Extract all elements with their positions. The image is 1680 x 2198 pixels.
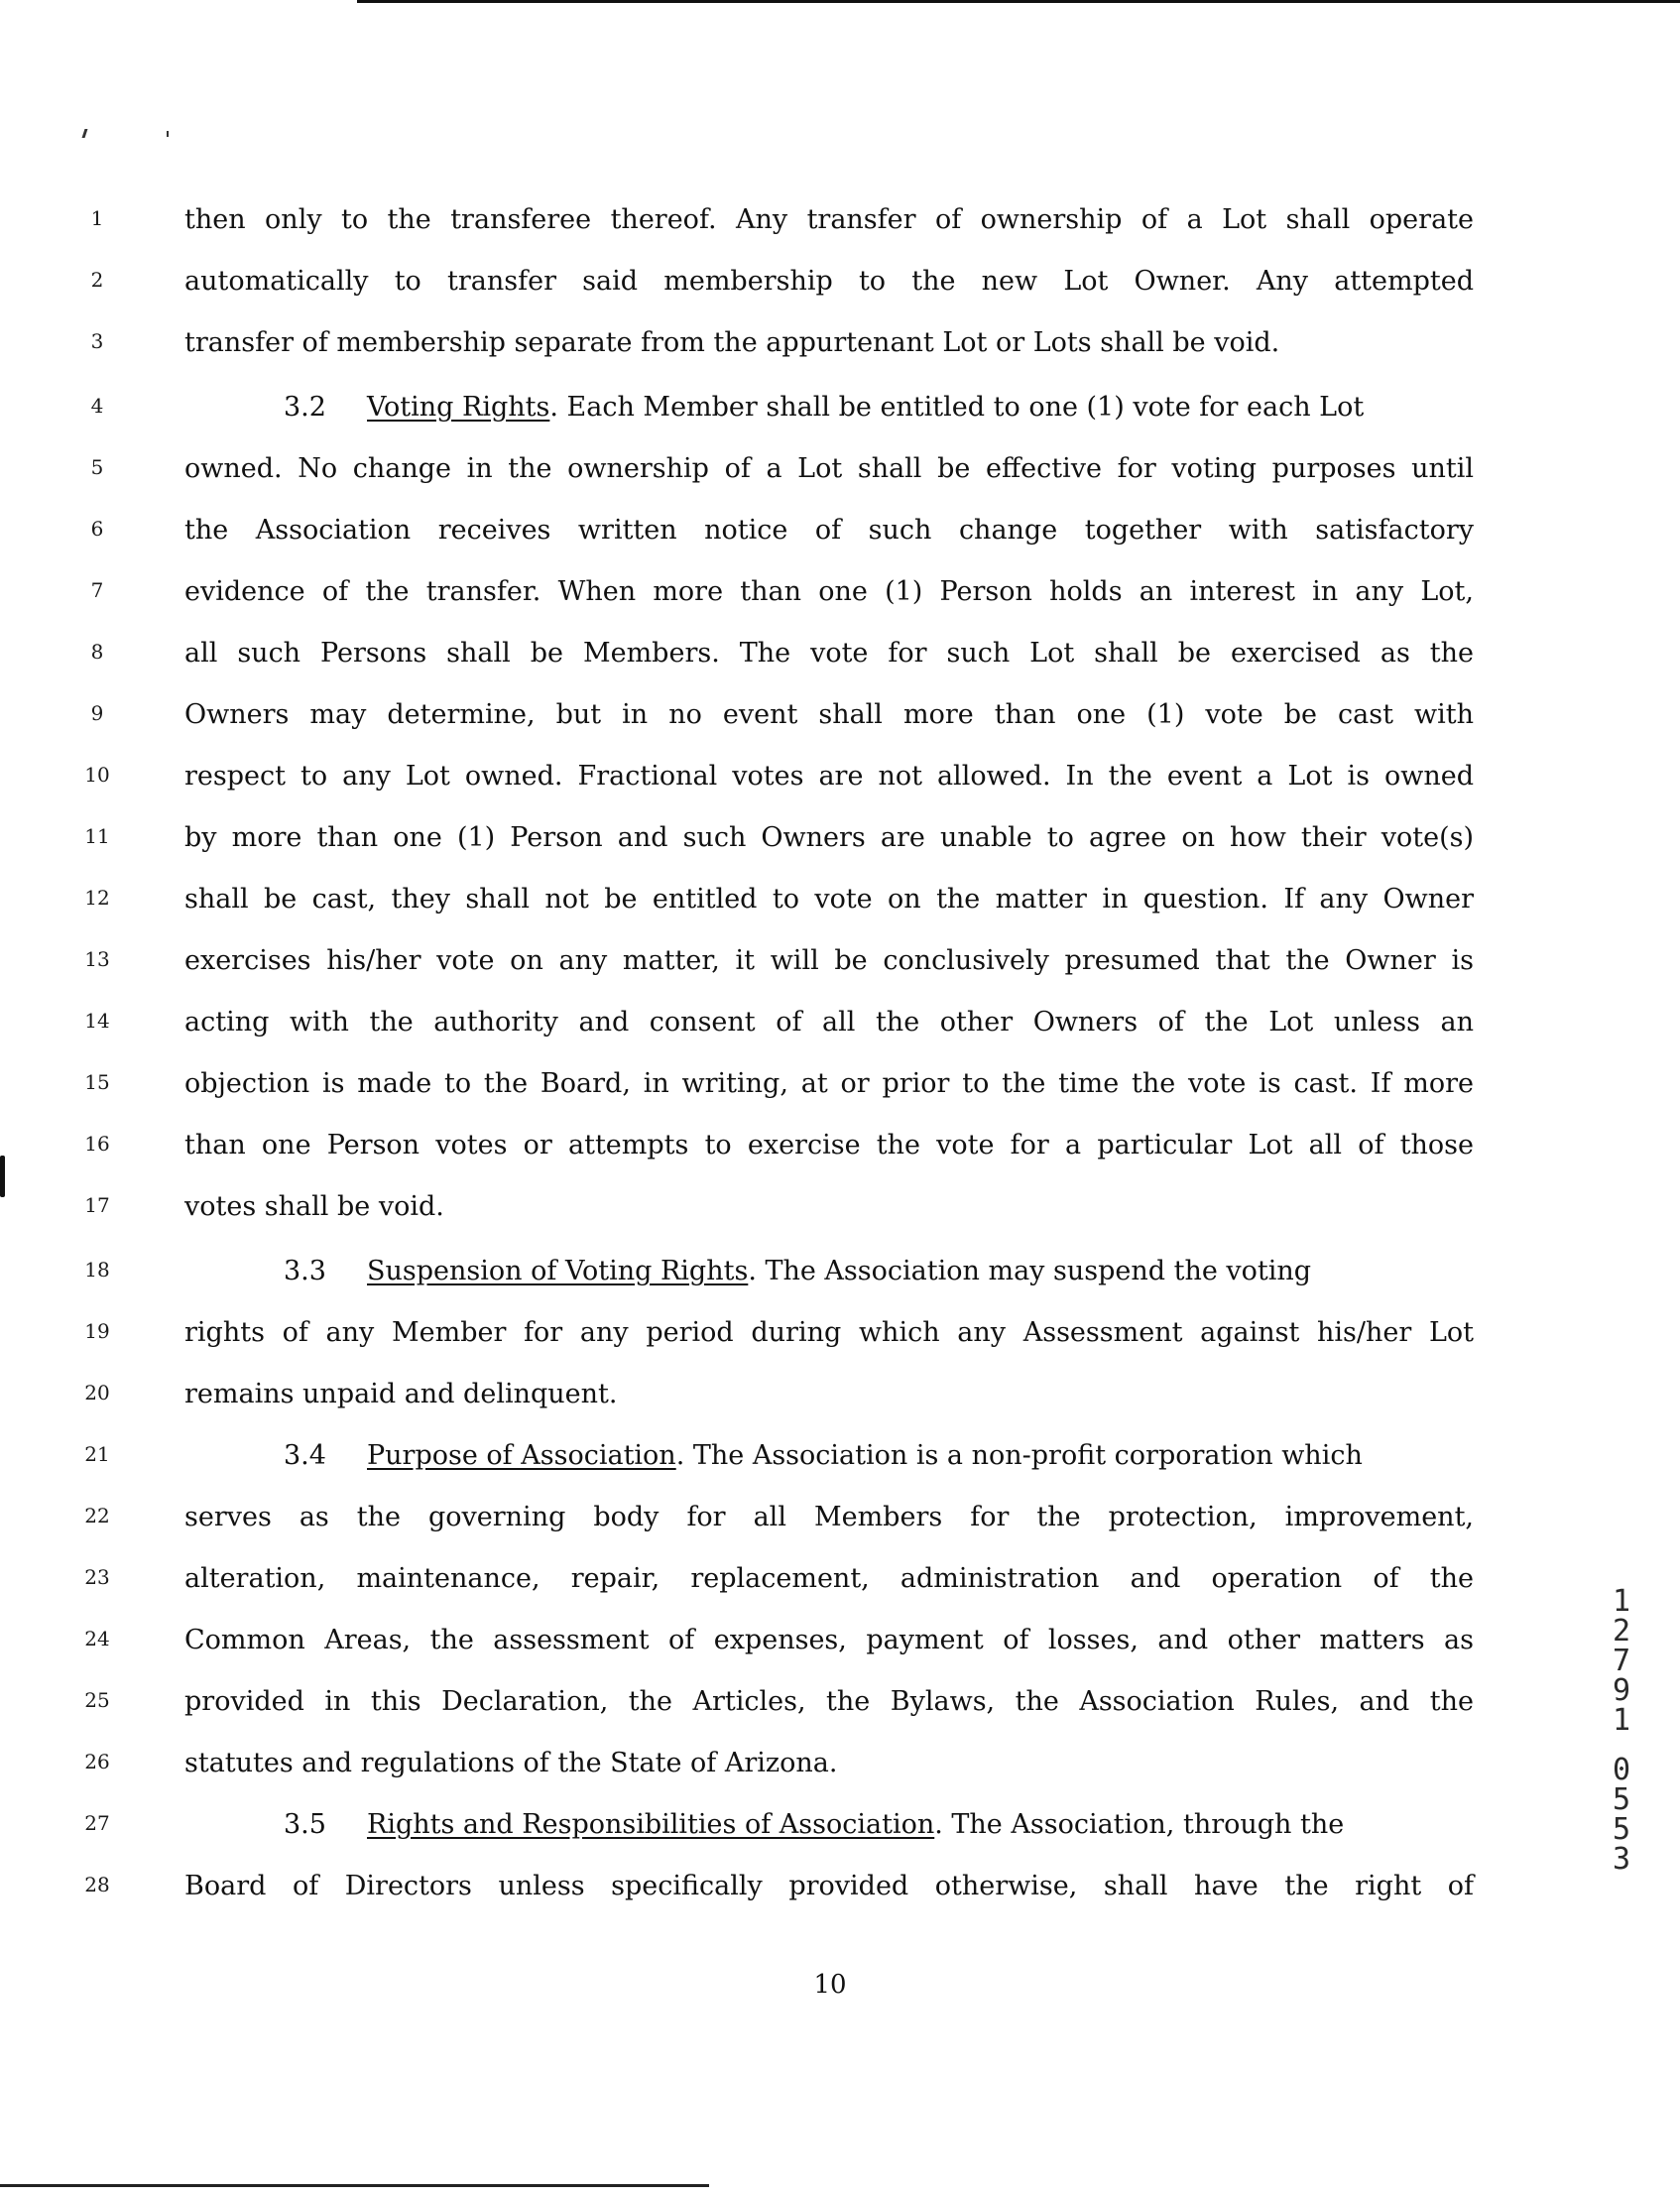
section-number: 3.4 [284, 1440, 326, 1471]
body-text-line: acting with the authority and consent of all the other Owners of the Lot unless an [184, 1007, 1474, 1038]
line-number: 2 [90, 268, 104, 292]
line-number: 12 [84, 886, 110, 910]
body-text-line: Board of Directors unless specifically provided otherwise, shall have the right of [184, 1871, 1474, 1901]
line-number: 10 [84, 763, 110, 787]
line-number: 5 [90, 455, 104, 479]
body-text-line: owned. No change in the ownership of a Lot shall be effective for voting purposes until [184, 453, 1474, 484]
docket-digit: 3 [1612, 1842, 1631, 1877]
line-number: 23 [84, 1565, 110, 1589]
line-number: 16 [84, 1132, 110, 1156]
line-number: 22 [84, 1504, 110, 1527]
section-3-4-first-line [184, 1438, 1474, 1474]
body-text-line: alteration, maintenance, repair, replacement, administration and operation of the [184, 1563, 1474, 1594]
docket-digit: 9 [1612, 1673, 1631, 1708]
scan-mark [0, 1156, 5, 1197]
body-text-line: shall be cast, they shall not be entitled to vote on the matter in question. If any Owner [184, 884, 1474, 915]
line-number: 11 [84, 824, 110, 848]
section-number: 3.3 [284, 1256, 326, 1286]
section-heading: Purpose of Association [367, 1440, 676, 1471]
docket-digit: 0 [1612, 1753, 1631, 1787]
section-heading: Suspension of Voting Rights [367, 1256, 749, 1286]
body-text-line: respect to any Lot owned. Fractional votes are not allowed. In the event a Lot is owned [184, 761, 1474, 792]
line-number: 3 [90, 329, 104, 353]
line-number: 26 [84, 1750, 110, 1773]
docket-digit: 7 [1612, 1644, 1631, 1678]
line-number: 4 [90, 394, 104, 418]
page-number: 10 [813, 1970, 847, 2000]
scan-speck [82, 129, 88, 138]
scan-border-top [357, 0, 1680, 3]
body-text-line: objection is made to the Board, in writing, at or prior to the time the vote is cast. If more [184, 1068, 1474, 1099]
docket-digit: 5 [1612, 1782, 1631, 1817]
section-number: 3.5 [284, 1809, 326, 1840]
line-number: 27 [84, 1811, 110, 1835]
section-3-2-first-line [184, 390, 1474, 426]
body-text-line: all such Persons shall be Members. The vote for such Lot shall be exercised as the [184, 638, 1474, 669]
section-text: . Each Member shall be entitled to one (1) vote for each Lot [549, 392, 1365, 423]
scan-speck [167, 131, 169, 137]
section-3-3-first-line [184, 1254, 1474, 1289]
body-text-line: evidence of the transfer. When more than one (1) Person holds an interest in any Lot, [184, 576, 1474, 607]
docket-number-stamp [1603, 1584, 1640, 1877]
body-text-line: then only to the transferee thereof. Any transfer of ownership of a Lot shall operate [184, 204, 1474, 235]
scan-border-bottom [0, 2184, 709, 2187]
line-number: 17 [84, 1193, 110, 1217]
body-text-line: statutes and regulations of the State of Arizona. [184, 1748, 838, 1778]
section-text: . The Association, through the [934, 1809, 1345, 1840]
section-number: 3.2 [284, 392, 326, 423]
docket-digit: 1 [1612, 1584, 1631, 1619]
docket-digit: 1 [1612, 1703, 1631, 1738]
line-number: 20 [84, 1381, 110, 1404]
line-number: 6 [90, 517, 104, 541]
line-number: 24 [84, 1627, 110, 1650]
body-text-line: provided in this Declaration, the Articles, the Bylaws, the Association Rules, and the [184, 1686, 1474, 1717]
body-text-line: by more than one (1) Person and such Owners are unable to agree on how their vote(s) [184, 822, 1474, 853]
line-number: 14 [84, 1009, 110, 1033]
line-number: 28 [84, 1873, 110, 1896]
body-text-line: the Association receives written notice of such change together with satisfactory [184, 515, 1474, 546]
body-text-line: automatically to transfer said membership to the new Lot Owner. Any attempted [184, 266, 1474, 297]
body-text-line: rights of any Member for any period during which any Assessment against his/her Lot [184, 1317, 1474, 1348]
line-number: 21 [84, 1442, 110, 1466]
section-3-5-first-line [184, 1807, 1474, 1843]
body-text-line: transfer of membership separate from the appurtenant Lot or Lots shall be void. [184, 327, 1280, 358]
section-heading: Rights and Responsibilities of Association [367, 1809, 935, 1840]
line-number: 7 [90, 578, 104, 602]
body-text-line: votes shall be void. [184, 1191, 444, 1222]
section-heading: Voting Rights [367, 392, 550, 423]
line-number: 18 [84, 1258, 110, 1282]
line-number: 9 [90, 701, 104, 725]
body-text-line: Owners may determine, but in no event shall more than one (1) vote be cast with [184, 699, 1474, 730]
body-text-line: exercises his/her vote on any matter, it will be conclusively presumed that the Owner is [184, 945, 1474, 976]
body-text-line: serves as the governing body for all Members for the protection, improvement, [184, 1502, 1474, 1532]
line-number: 19 [84, 1319, 110, 1343]
docket-digit: 2 [1612, 1614, 1631, 1648]
body-text-line: Common Areas, the assessment of expenses, payment of losses, and other matters as [184, 1625, 1474, 1655]
line-number: 15 [84, 1070, 110, 1094]
line-number: 13 [84, 947, 110, 971]
line-number: 25 [84, 1688, 110, 1712]
line-number: 1 [90, 206, 104, 230]
body-text-line: remains unpaid and delinquent. [184, 1379, 618, 1409]
docket-digit: 5 [1612, 1812, 1631, 1847]
line-number: 8 [90, 640, 104, 664]
body-text-line: than one Person votes or attempts to exercise the vote for a particular Lot all of those [184, 1130, 1474, 1160]
section-text: . The Association may suspend the voting [748, 1256, 1312, 1286]
section-text: . The Association is a non-profit corporation which [675, 1440, 1363, 1471]
